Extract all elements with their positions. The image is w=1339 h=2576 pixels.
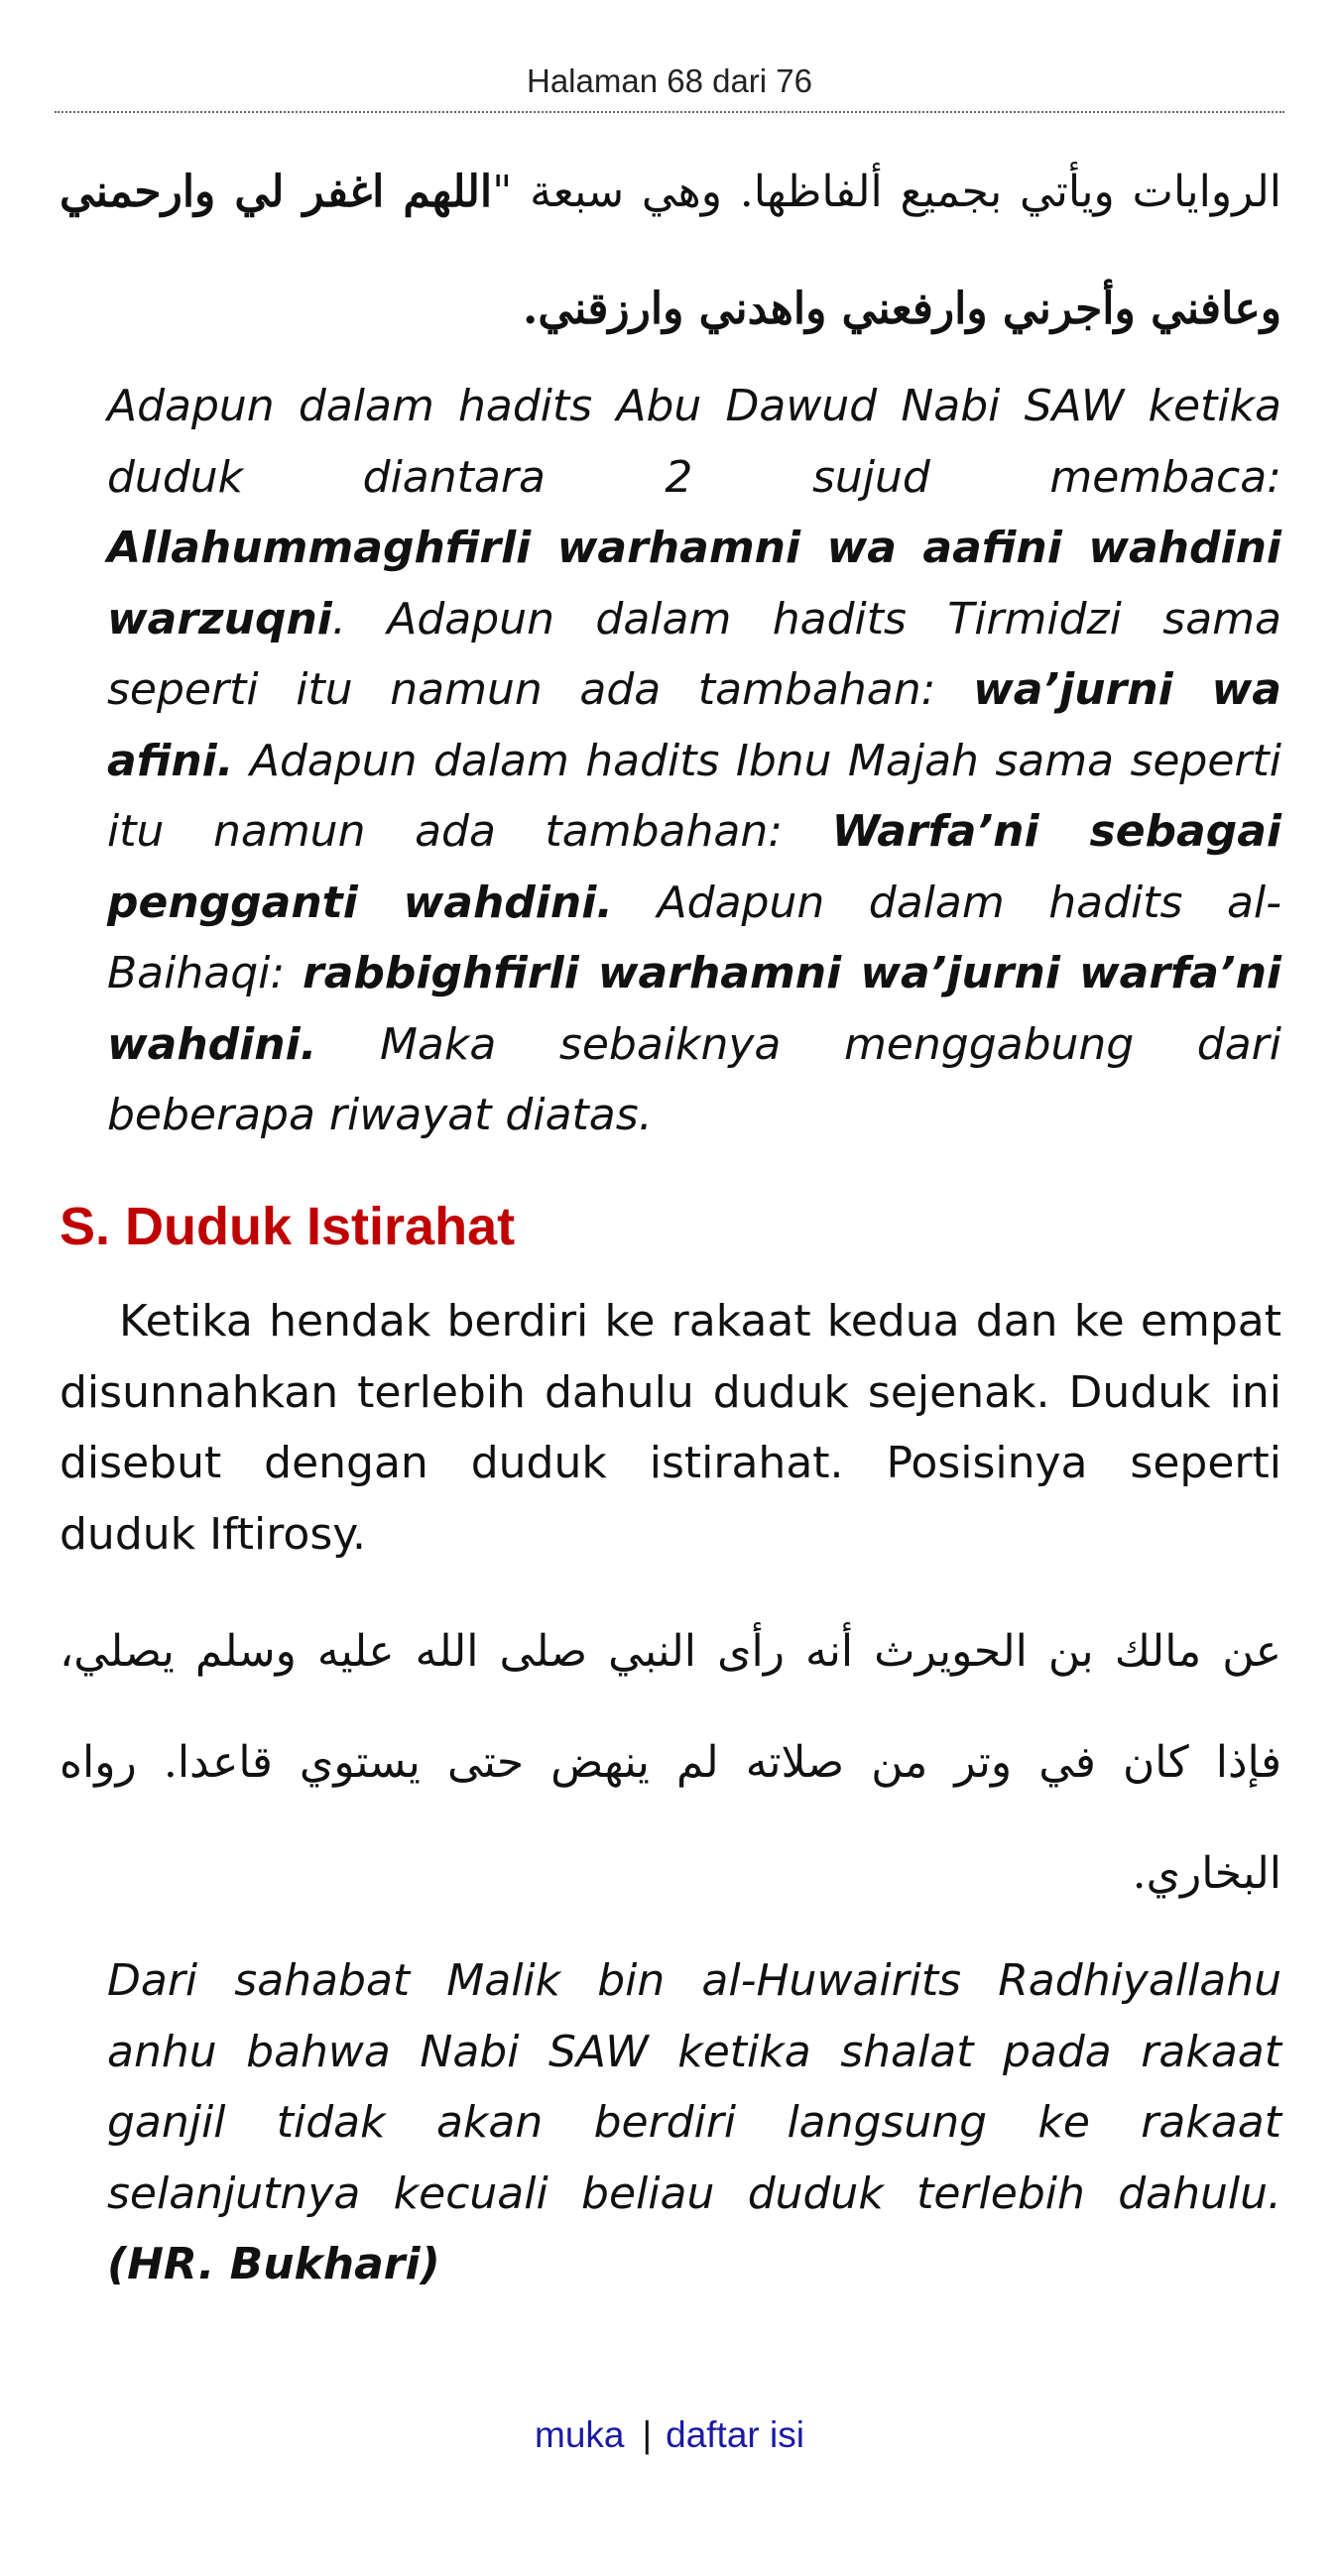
translation-block-2 — [107, 1945, 1281, 2300]
translation-text-4: Adapun dalam hadits al-Baihaqi: — [107, 877, 1282, 998]
dua-baihaqi: rabbighfirli warhamni wa’jurni warfa’ni wahdini. — [107, 948, 1282, 1070]
dua-tirmidzi-addition: wa’jurni wa afini. — [107, 664, 1281, 786]
translation-text-5: Maka sebaiknya menggabung dari beberapa riwayat diatas. — [107, 1018, 1281, 1140]
page-number-header: Halaman 68 dari 76 — [526, 62, 812, 99]
home-link[interactable]: muka — [535, 2414, 625, 2455]
translation-text-3: Adapun dalam hadits Ibnu Majah sama seperti itu namun ada tambahan: — [107, 735, 1281, 857]
arabic-text-block-1 — [60, 134, 1281, 368]
translation-text-1: Adapun dalam hadits Abu Dawud Nabi SAW ketika duduk diantara 2 sujud membaca: — [107, 381, 1281, 503]
table-of-contents-link[interactable]: daftar isi — [666, 2414, 804, 2455]
arabic-dua-end: . — [523, 284, 539, 334]
translation-block-1 — [107, 371, 1281, 1151]
arabic-dua-text: اللهم اغفر لي وارحمني وعافني وأجرني وارفعني واهدني وارزقني — [60, 167, 1281, 334]
section-paragraph: Ketika hendak berdiri ke rakaat kedua dan ke empat disunnahkan terlebih dahulu duduk sejenak. Duduk ini disebut dengan duduk istirahat. Posisinya seperti duduk Iftirosy. — [60, 1296, 1281, 1560]
hadith-source: (HR. Bukhari) — [107, 2239, 440, 2289]
header-divider — [55, 111, 1284, 113]
section-heading: S. Duduk Istirahat — [60, 1197, 516, 1256]
arabic-lead-text: الروايات ويأتي بجميع ألفاظها. وهي سبعة " — [492, 167, 1281, 217]
hadith-translation-text: Dari sahabat Malik bin al-Huwairits Radhiyallahu anhu bahwa Nabi SAW ketika shalat pada rakaat ganjil tidak akan berdiri langsung ke rakaat selanjutnya kecuali beliau duduk terlebih dahulu. — [107, 1955, 1281, 2219]
translation-text-2: . Adapun dalam hadits Tirmidzi sama seperti itu namun ada tambahan: — [107, 593, 1281, 715]
arabic-hadith-block: عن مالك بن الحويرث أنه رأى النبي صلى الله عليه وسلم يصلي، فإذا كان في وتر من صلاته لم ينهض حتى يستوي قاعدا. رواه البخاري. — [60, 1626, 1281, 1899]
dua-abu-dawud: Allahummaghfirli warhamni wa aafini wahdini warzuqni — [107, 523, 1281, 644]
footer-separator: | — [642, 2414, 653, 2455]
footer-nav — [0, 2407, 1339, 2463]
dua-ibnu-majah-addition: Warfa’ni sebagai pengganti wahdini. — [107, 806, 1281, 928]
